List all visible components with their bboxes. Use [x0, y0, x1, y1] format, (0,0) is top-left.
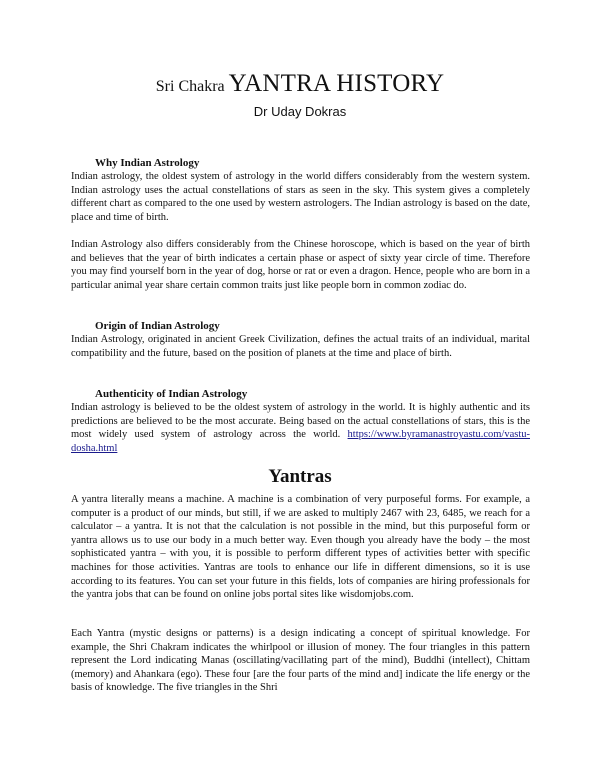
paragraph-why-2: Indian Astrology also differs considerably from the Chinese horoscope, which is based on the year of birth and believes that the year of birth indicates a certain phase or aspect of sixty year circle of time. Therefore you may find yourself born in the year of dog, horse or rat or even a dragon. Hence, people who are born in a particular animal year share certain common traits just like people born in common zodiac do.	[71, 239, 530, 291]
vastu-dosha-link[interactable]: https://www.byramanastroyastu.com/vastu-dosha.html	[71, 429, 530, 454]
heading-origin-indian-astrology: Origin of Indian Astrology	[95, 320, 220, 332]
paragraph-authenticity	[71, 401, 530, 455]
section-title-yantras: Yantras	[268, 466, 332, 487]
title-main: YANTRA HISTORY	[228, 70, 445, 97]
paragraph-why-1: Indian astrology, the oldest system of astrology in the world differs considerably from the western system. Indian astrology uses the actual constellations of stars as seen in the sky. This system gives a completely different chart as compared to the one used by western astrologers. The Indian astrology is based on the date, place and time of birth.	[71, 171, 530, 223]
author-name: Dr Uday Dokras	[253, 104, 347, 119]
paragraph-authenticity-text: Indian astrology is believed to be the oldest system of astrology in the world. It is highly authentic and its predictions are believed to be the most accurate. Being based on the actual constellations of stars, this is the most widely used system of astrology across the world.	[71, 402, 530, 441]
title-prefix: Sri Chakra	[155, 78, 225, 95]
paragraph-origin: Indian Astrology, originated in ancient Greek Civilization, defines the actual traits of an individual, marital compatibility and the future, based on the position of planets at the time and place of birth.	[71, 334, 530, 359]
paragraph-yantras-1: A yantra literally means a machine. A machine is a combination of very purposeful forms. For example, a computer is a product of our minds, but still, if we are asked to multiply 2467 with 23, 6485, we reach for a calculator – a yantra. It is not that the calculation is not possible in the mind, but this purposeful form or yantra allows us to use our body in a much better way. Even though you already have the body – the most sophisticated yantra – with you, it is possible to perform different types of activities better with specific machines for those activities. Yantras are tools to enhance our life in different dimensions, so it is use according to its features. You can set your future in this fields, lots of companies are hiring professionals for the yantra jobs that can be found on online jobs portal sites like wisdomjobs.com.	[71, 494, 530, 601]
heading-authenticity-indian-astrology: Authenticity of Indian Astrology	[95, 388, 248, 400]
heading-why-indian-astrology: Why Indian Astrology	[95, 157, 200, 169]
paragraph-yantras-2: Each Yantra (mystic designs or patterns) is a design indicating a concept of spiritual knowledge. For example, the Shri Chakram indicates the whirlpool or illusion of money. The four triangles in this pattern represent the Lord indicating Manas (oscillating/vacillating part of the mind), Buddhi (intellect), Chittam (memory) and Ahankara (ego). These four [are the four parts of the mind and] indicate the life energy or the basis of knowledge. The five triangles in the Shri	[71, 628, 530, 694]
document-title	[0, 70, 600, 98]
